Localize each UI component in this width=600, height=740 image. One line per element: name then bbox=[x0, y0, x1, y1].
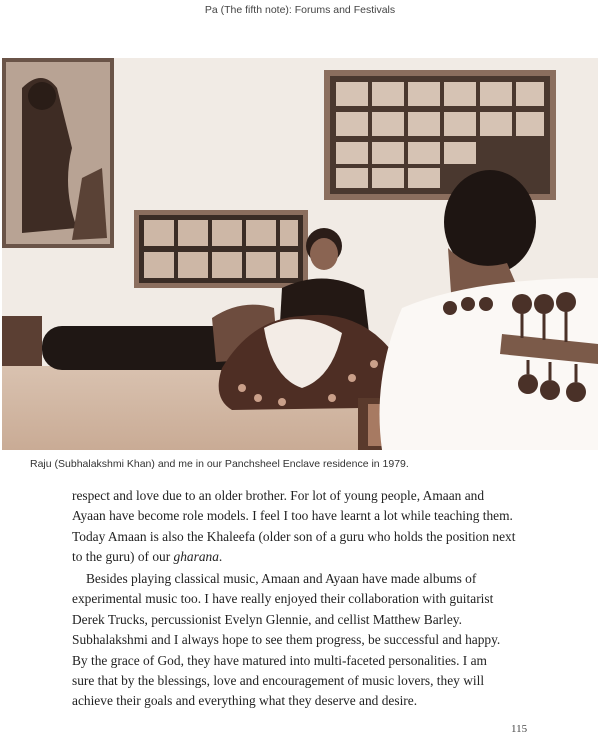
text-run: to the guru) of our bbox=[72, 549, 174, 565]
paragraph-line: Besides playing classical music, Amaan and Ayaan have made albums of bbox=[86, 571, 477, 586]
text-run: . bbox=[218, 549, 223, 565]
paragraph-line: By the grace of God, they have matured into multi-faceted personalities. I am bbox=[72, 652, 487, 668]
paragraph-line: Ayaan have become role models. I feel I too have learnt a lot while teaching them. bbox=[72, 508, 513, 524]
photo-caption: Raju (Subhalakshmi Khan) and me in our Panchsheel Enclave residence in 1979. bbox=[30, 458, 409, 470]
photograph bbox=[2, 58, 598, 450]
paragraph-line: respect and love due to an older brother. For lot of young people, Amaan and bbox=[72, 488, 485, 503]
page-number: 115 bbox=[511, 723, 528, 735]
paragraph-last-line bbox=[72, 547, 528, 567]
running-head: Pa (The fifth note): Forums and Festivals bbox=[204, 4, 396, 16]
paragraph-line: Today Amaan is also the Khaleefa (older son of a guru who holds the position next bbox=[72, 528, 516, 544]
paragraph-line: Derek Trucks, percussionist Evelyn Glennie, and cellist Matthew Barley. bbox=[72, 611, 462, 627]
italic-term: gharana bbox=[173, 549, 219, 565]
paragraph-1 bbox=[72, 486, 528, 568]
paragraph-2 bbox=[72, 569, 528, 712]
paragraph-line: sure that by the blessings, love and encouragement of music lovers, they will bbox=[72, 673, 485, 689]
paragraph-line: Subhalakshmi and I always hope to see them progress, be successful and happy. bbox=[72, 632, 501, 648]
photo-illustration bbox=[2, 58, 598, 450]
paragraph-line: achieve their goals and everything what they deserve and desire. bbox=[72, 693, 418, 709]
paragraph-line: experimental music too. I have really enjoyed their collaboration with guitarist bbox=[72, 591, 494, 607]
